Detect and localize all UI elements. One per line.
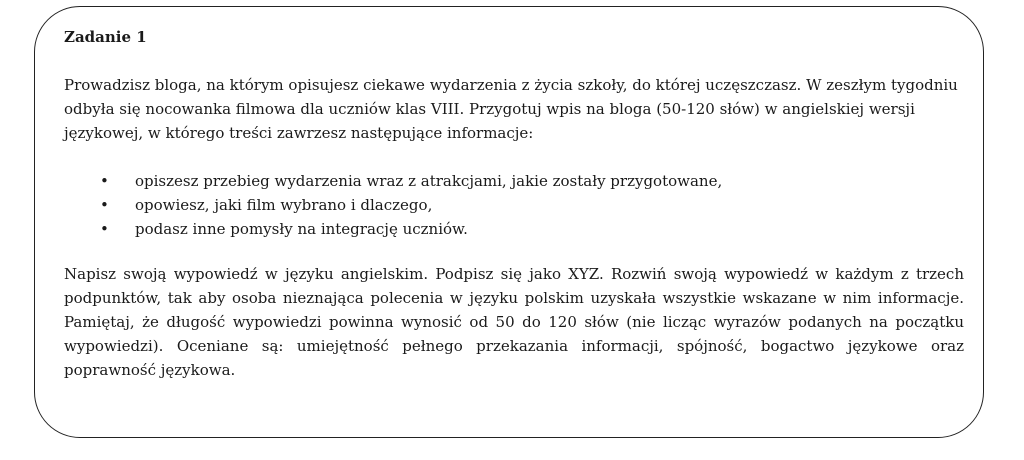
bullet-text: opowiesz, jaki film wybrano i dlaczego, [135,196,433,214]
bullet-text: podasz inne pomysły na integrację uczniów. [135,220,468,238]
list-item [64,193,964,217]
list-item [64,169,964,193]
list-item [64,217,964,241]
bullet-text: opiszesz przebieg wydarzenia wraz z atrakcjami, jakie zostały przygotowane, [135,172,723,190]
task-intro: Prowadzisz bloga, na którym opisujesz ciekawe wydarzenia z życia szkoły, do której uczęszczasz. W zeszłym tygodniu odbyła się nocowanka filmowa dla uczniów klas VIII. Przygotuj wpis na bloga (50-120 słów) w angielskiej wersji językowej, w którego treści zawrzesz następujące informacje: [64,76,958,142]
bullet-icon: • [100,220,109,238]
task-content [64,28,964,382]
task-title: Zadanie 1 [64,28,147,46]
bullet-icon: • [100,196,109,214]
bullet-icon: • [100,172,109,190]
task-instructions: Napisz swoją wypowiedź w języku angielskim. Podpisz się jako XYZ. Rozwiń swoją wypowiedź w każdym z trzech podpunktów, tak aby osoba nieznająca polecenia w języku polskim uzyskała wszystkie wskazane w nim informacje. Pamiętaj, że długość wypowiedzi powinna wynosić od 50 do 120 słów (nie licząc wyrazów podanych na początku wypowiedzi). Oceniane są: umiejętność pełnego przekazania informacji, spójność, bogactwo językowe oraz poprawność językowa. [64,265,964,379]
task-bullet-list [64,169,964,241]
